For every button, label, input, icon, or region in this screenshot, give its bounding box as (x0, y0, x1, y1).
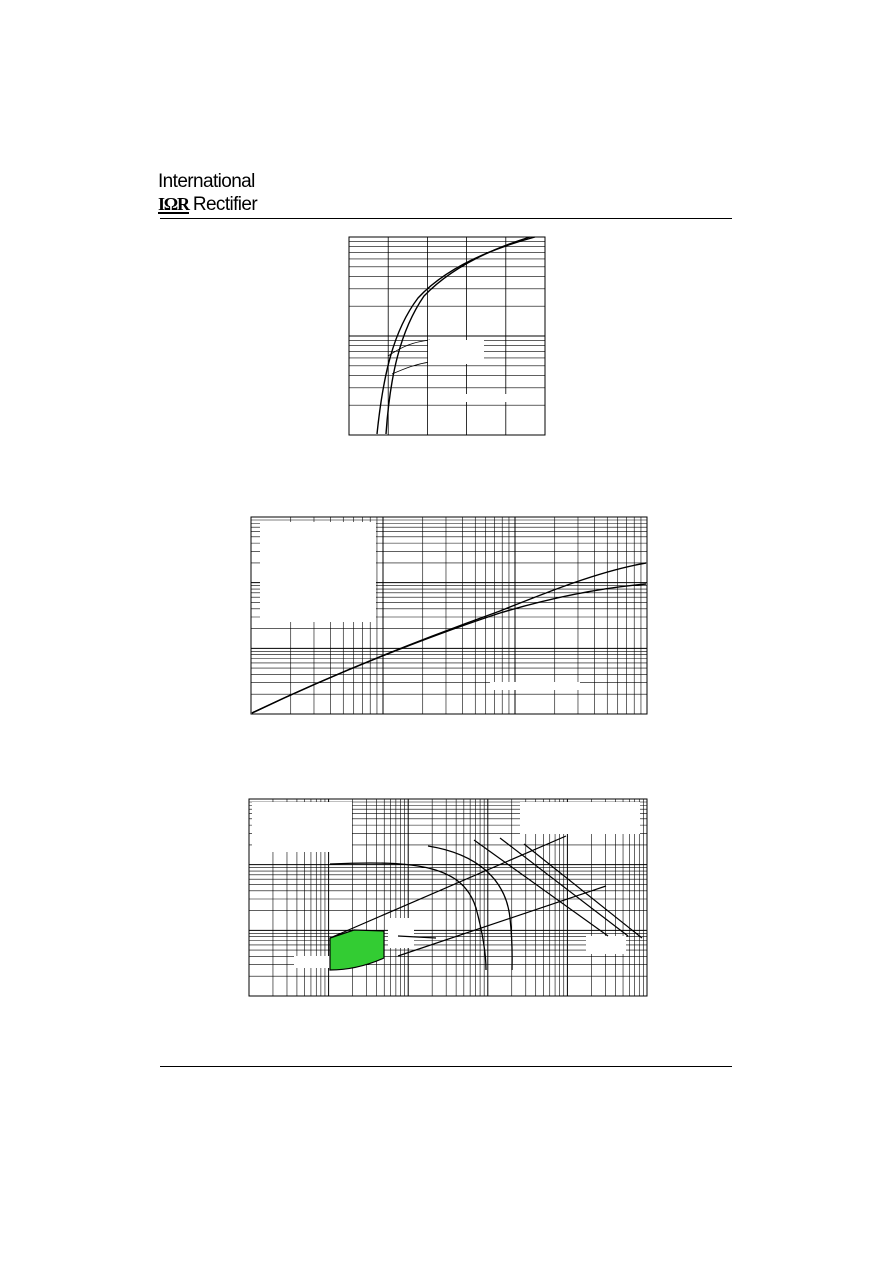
footer-rule (160, 1066, 732, 1067)
curve-annotation-leader (392, 362, 430, 374)
header-rule (160, 218, 732, 219)
conditions-box (260, 522, 376, 622)
label-box (294, 956, 330, 968)
limit-line (398, 886, 606, 956)
ir-logo-mark: IΩR (158, 194, 189, 214)
brand-name-rectifier: Rectifier (192, 194, 258, 215)
label-box (586, 936, 626, 954)
conditions-box (430, 394, 540, 402)
legend-box (490, 682, 580, 690)
label-box (388, 918, 414, 948)
safe-operating-area-region (330, 930, 384, 970)
label-box (520, 802, 640, 834)
brand-name-line2 (158, 194, 257, 216)
limit-line (474, 840, 608, 936)
label-box (252, 802, 352, 852)
legend-box (428, 340, 484, 364)
figure-3-chart (248, 798, 648, 998)
figure-1-chart (348, 236, 546, 437)
brand-name-line1: International (158, 171, 255, 192)
figure-2-chart (250, 516, 648, 716)
brand-logo (158, 171, 257, 216)
limit-line (330, 836, 566, 938)
